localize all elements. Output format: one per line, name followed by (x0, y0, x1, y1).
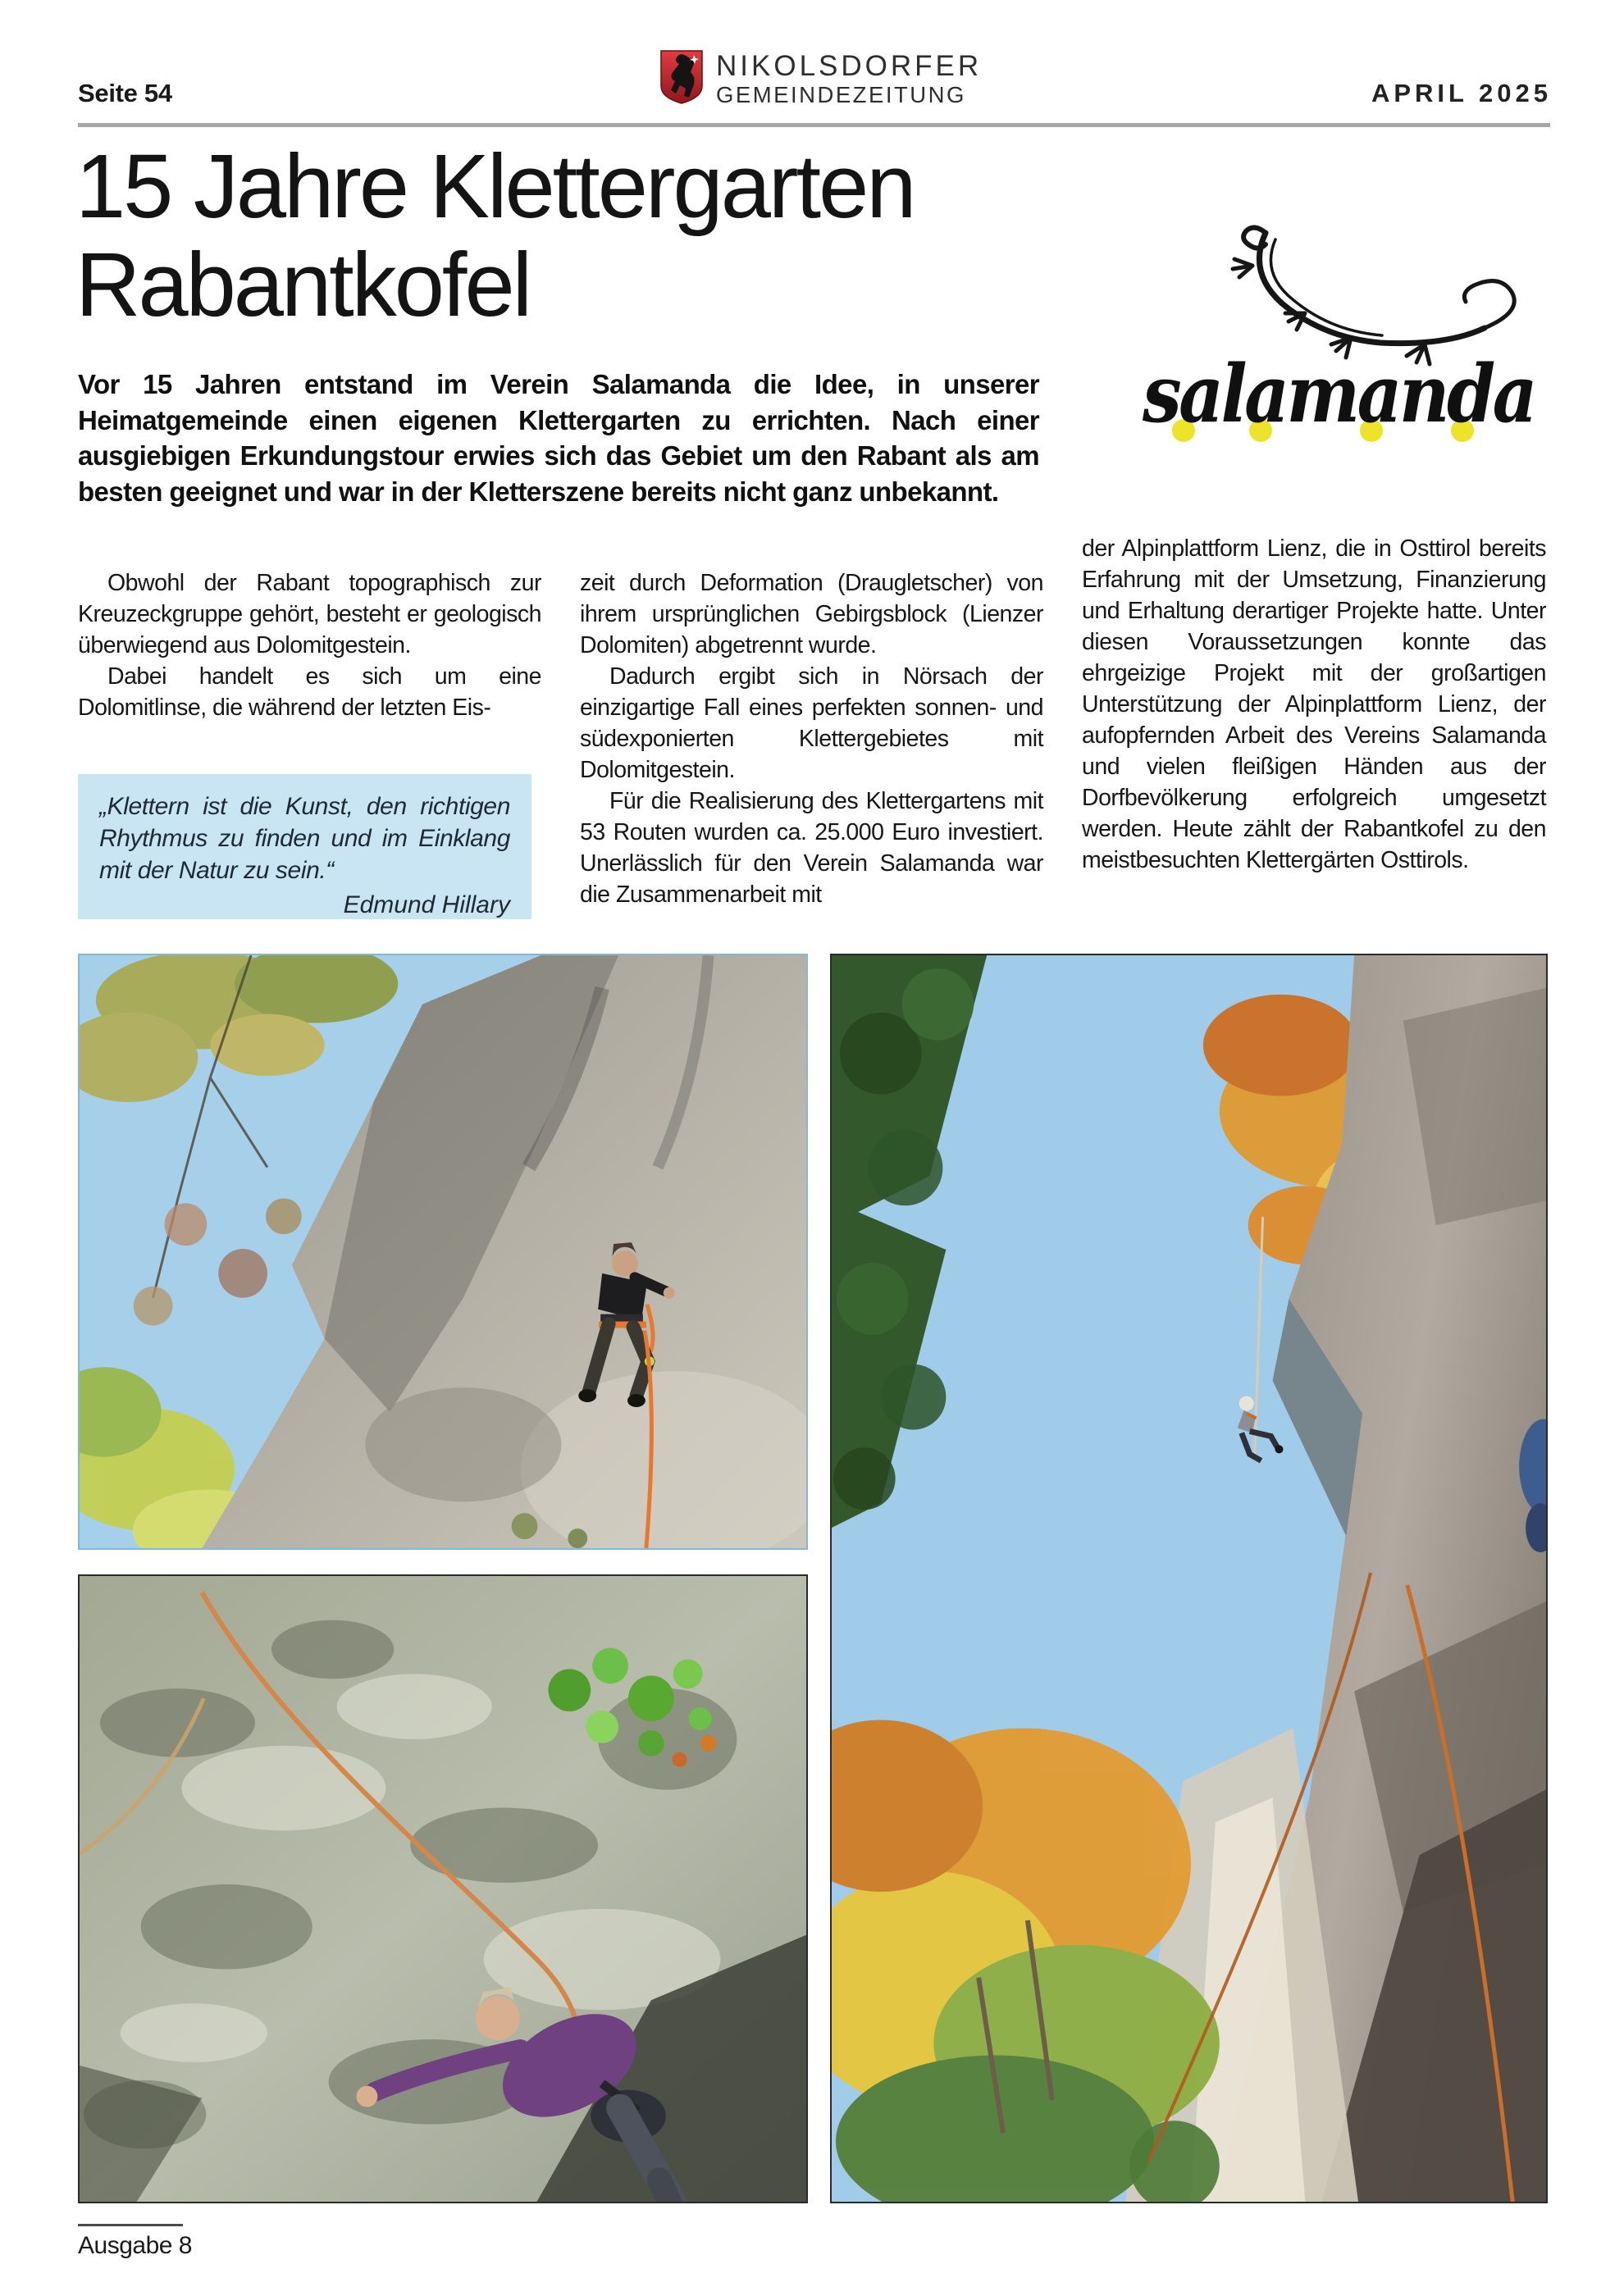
article-lede: Vor 15 Jahren entstand im Verein Salamanda die Idee, in unserer Heimatgemeinde einen eigenen Klettergarten zu errichten. Nach einer ausgiebigen Erkundungstour erwies sich das Gebiet um den Rabant als am besten geeignet und war in der Kletterszene bereits nicht ganz unbekannt. (78, 369, 1039, 507)
issue-number: Ausgabe 8 (78, 2232, 192, 2259)
masthead-text (716, 49, 982, 108)
header-divider (78, 123, 1550, 127)
pull-quote-attribution: Edmund Hillary (343, 891, 510, 918)
article-headline: 15 Jahre Klettergarten Rabantkofel (75, 136, 915, 335)
article-column-3 (1082, 533, 1546, 876)
photo-climber-purple (78, 1574, 808, 2203)
salamander-icon (1233, 227, 1514, 364)
paragraph: Dadurch ergibt sich in Nörsach der einzigartige Fall eines perfekten sonnen- und südexponierten Klettergebietes mit Dolomitgestein. (580, 663, 1043, 783)
paragraph: Für die Realisierung des Klettergartens mit 53 Routen wurden ca. 25.000 Euro investiert. Unerlässlich für den Verein Salamanda war die Zusammenarbeit mit (580, 788, 1043, 908)
paragraph: Obwohl der Rabant topographisch zur Kreuzeckgruppe gehört, besteht er geologisch überwiegend aus Dolomitgestein. (78, 570, 541, 658)
article-column-2 (580, 567, 1043, 910)
photo-climber-rappel (830, 954, 1548, 2203)
issue-date: APRIL 2025 (1371, 79, 1552, 107)
footer-divider (78, 2224, 183, 2226)
masthead (660, 49, 982, 108)
article-column-1 (78, 567, 541, 723)
masthead-title: NIKOLSDORFER (716, 50, 983, 82)
crest-icon (660, 49, 703, 105)
paragraph: der Alpinplattform Lienz, die in Osttirol bereits Erfahrung mit der Umsetzung, Finanzierung und Erhaltung derartiger Projekte hatte. Unter diesen Voraussetzungen konnte das ehrgeizige Projekt mit der großartigen Unterstützung der Alpinplattform Lienz, der aufopfernden Arbeit des Vereins Salamanda und vielen fleißigen Händen aus der Dorfbevölkerung erfolgreich umgesetzt werden. Heute zählt der Rabantkofel zu den meistbesuchten Klettergärten Osttirols. (1082, 535, 1546, 873)
paragraph: Dabei handelt es sich um eine Dolomitlinse, die während der letzten Eis- (78, 663, 541, 721)
photo-climber-wall (78, 954, 808, 1550)
page-number: Seite 54 (78, 79, 172, 107)
salamander-logo (1136, 215, 1546, 461)
paragraph: zeit durch Deformation (Draugletscher) von ihrem ursprünglichen Gebirgsblock (Lienzer Dolomiten) abgetrennt wurde. (580, 570, 1043, 658)
pull-quote-text: „Klettern ist die Kunst, den richtigen Rhythmus zu finden und im Einklang mit der Natur zu sein.“ (99, 793, 510, 884)
logo-wordmark: salamanda (1142, 348, 1535, 440)
pull-quote-box (78, 774, 531, 919)
masthead-subtitle: GEMEINDEZEITUNG (716, 82, 966, 107)
